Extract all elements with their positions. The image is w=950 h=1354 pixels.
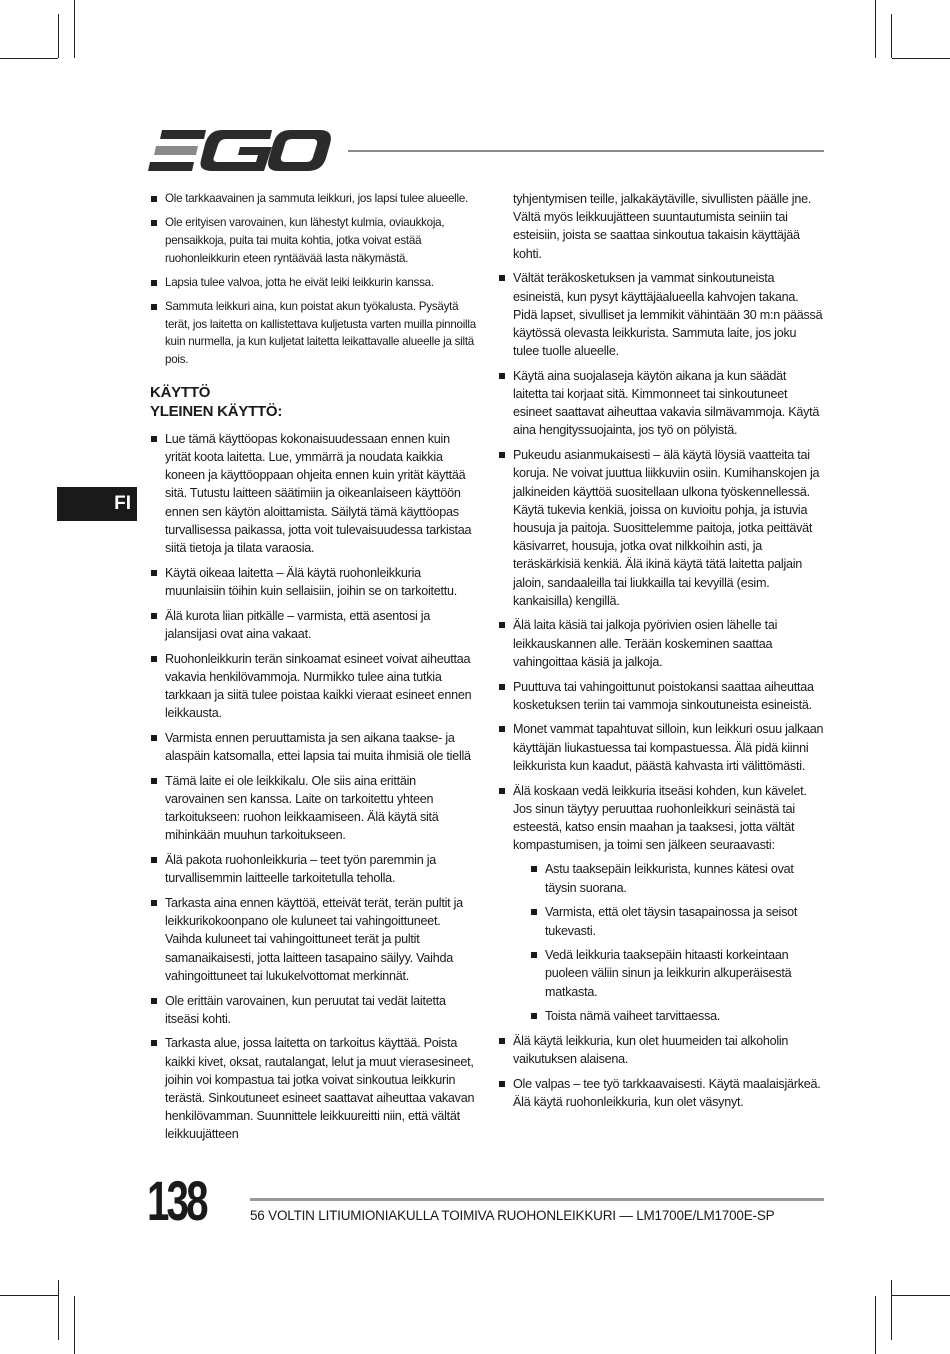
list-item: Ole erityisen varovainen, kun lähestyt kulmia, oviaukkoja, pensaikkoja, puita tai muita kohtia, jotka voivat estää ruohonleikkurin eteen ryntäävää lasta näkymästä. bbox=[150, 214, 476, 267]
sub-list-item: Toista nämä vaiheet tarvittaessa. bbox=[513, 1007, 824, 1025]
sub-list-item: Varmista, että olet täysin tasapainossa ja seisot tukevasti. bbox=[513, 903, 824, 939]
list-item: Varmista ennen peruuttamista ja sen aikana taakse- ja alaspäin katsomalla, ettei lapsia tai muita ihmisiä ole tiellä bbox=[150, 729, 476, 765]
list-item: Ole erittäin varovainen, kun peruutat tai vedät laitetta itseäsi kohti. bbox=[150, 992, 476, 1028]
crop-mark bbox=[74, 1296, 75, 1354]
list-item: Lapsia tulee valvoa, jotta he eivät leiki leikkurin kanssa. bbox=[150, 274, 476, 292]
crop-mark bbox=[0, 58, 58, 59]
section-subtitle: YLEINEN KÄYTTÖ: bbox=[150, 402, 283, 420]
crop-mark bbox=[892, 58, 950, 59]
crop-mark bbox=[891, 1280, 892, 1340]
list-item: Tarkasta alue, jossa laitetta on tarkoitus käyttää. Poista kaikki kivet, oksat, rautalangat, lelut ja muut vierasesineet, joihin voi kompastua tai jotka voivat sinkoutua leikkurin terästä. Sinkoutuneet esineet saattavat aiheuttaa vakavan henkilövamman. Suunnittele leikkuureitti niin, että vältät leikkuujätteen bbox=[150, 1034, 476, 1143]
list-item: Älä pakota ruohonleikkuria – teet työn paremmin ja turvallisemmin laitteelle tarkoitetulla teholla. bbox=[150, 851, 476, 887]
sub-list bbox=[513, 860, 824, 1025]
list-item: Tarkasta aina ennen käyttöä, etteivät terät, terän pultit ja leikkurikokoonpano ole kuluneet tai vahingoittuneet. Vaihda kuluneet tai vahingoittuneet terät ja pultit samanaikaisesti, jotta laitteen tasapaino säilyy. Vaihda vahingoittuneet tai lukukelvottomat merkinnät. bbox=[150, 894, 476, 985]
list-item: Älä laita käsiä tai jalkoja pyörivien osien lähelle tai leikkauskannen alle. Terään koskeminen saattaa vahingoittaa käsiä ja jalkoja. bbox=[498, 616, 824, 671]
safety-list-top bbox=[150, 190, 476, 369]
usage-list-continued bbox=[498, 190, 824, 1111]
list-item: Älä käytä leikkuria, kun olet huumeiden tai alkoholin vaikutuksen alaisena. bbox=[498, 1032, 824, 1068]
list-item: Sammuta leikkuri aina, kun poistat akun työkalusta. Pysäytä terät, jos laitetta on kallistettava kuljetusta varten muilla pinnoilla kuin nurmella, ja kun kuljetat laitetta leikattavalle alueelle ja siltä pois. bbox=[150, 298, 476, 369]
list-item: Lue tämä käyttöopas kokonaisuudessaan ennen kuin yrität koota laitetta. Lue, ymmärrä ja noudata kaikkia koneen ja käyttöoppaan ohjeita ennen kuin yrität käyttää sitä. Tutustu laitteen säätimiin ja oikeanlaiseen käyttöön ennen sen käytön aloittamista. Säilytä tämä käyttöopas turvallisessa paikassa, jotta voit tulevaisuudessa tarkistaa siitä tietoja ja tilata varaosia. bbox=[150, 430, 476, 557]
crop-mark bbox=[891, 14, 892, 58]
page-number: 138 bbox=[147, 1169, 206, 1232]
crop-mark bbox=[875, 1296, 876, 1354]
list-item: Älä kurota liian pitkälle – varmista, että asentosi ja jalansijasi ovat aina vakaat. bbox=[150, 607, 476, 643]
list-item: Monet vammat tapahtuvat silloin, kun leikkuri osuu jalkaan käyttäjän liukastuessa tai kompastuessa. Älä pidä kiinni leikkurista kun kaadut, päästä kahvasta irti välittömästi. bbox=[498, 720, 824, 775]
left-column bbox=[150, 190, 476, 1150]
crop-mark bbox=[0, 1295, 58, 1296]
section-heading bbox=[150, 383, 476, 421]
list-item-continuation: tyhjentymisen teille, jalkakäytäville, sivullisten päälle jne. Vältä myös leikkuujätteen suuntautumista seiniin tai esteisiin, joista se saattaa sinkoutua takaisin käyttäjää kohti. bbox=[513, 192, 812, 261]
footer-title: 56 VOLTIN LITIUMIONIAKULLA TOIMIVA RUOHONLEIKKURI — LM1700E/LM1700E-SP bbox=[250, 1208, 775, 1223]
header-rule bbox=[348, 150, 824, 152]
list-item: Tämä laite ei ole leikkikalu. Ole siis aina erittäin varovainen sen kanssa. Laite on tarkoitettu yhteen tarkoitukseen: ruohon leikkaamiseen. Älä käytä sitä mihinkään muuhun tarkoitukseen. bbox=[150, 772, 476, 845]
language-tab bbox=[57, 487, 137, 521]
footer-rule bbox=[250, 1198, 824, 1201]
sub-list-item: Astu taaksepäin leikkurista, kunnes kätesi ovat täysin suorana. bbox=[513, 860, 824, 896]
list-item: Ruohonleikkurin terän sinkoamat esineet voivat aiheuttaa vakavia henkilövammoja. Nurmikko tulee aina tutkia tarkkaan ja siitä tulee poistaa kaikki vieraat esineet ennen leikkausta. bbox=[150, 650, 476, 723]
ego-logo bbox=[148, 130, 332, 172]
list-item: Ole valpas – tee työ tarkkaavaisesti. Käytä maalaisjärkeä. Älä käytä ruohonleikkuria, kun olet väsynyt. bbox=[498, 1075, 824, 1111]
crop-mark bbox=[892, 1295, 950, 1296]
list-item-text: Älä koskaan vedä leikkuria itseäsi kohden, kun kävelet. Jos sinun täytyy peruuttaa ruohonleikkuri seinästä tai esteestä, katso ensin maahan ja taaksesi, jotta vältät kompastumisen, ja toimi sen jälkeen seuraavasti: bbox=[513, 783, 807, 853]
list-item: Käytä oikeaa laitetta – Älä käytä ruohonleikkuria muunlaisiin töihin kuin sellaisiin, joihin se on tarkoitettu. bbox=[150, 564, 476, 600]
list-item bbox=[498, 782, 824, 1026]
list-item: Käytä aina suojalaseja käytön aikana ja kun säädät laitetta tai korjaat sitä. Kimmonneet tai sinkoutuneet esineet saattavat aiheuttaa vakavia silmävammoja. Käytä aina hengityssuojainta, jos työ on pölyistä. bbox=[498, 367, 824, 440]
language-code: FI bbox=[114, 493, 131, 514]
crop-mark bbox=[74, 0, 75, 58]
sub-list-item: Vedä leikkuria taaksepäin hitaasti korkeintaan puoleen väliin sinun ja leikkurin alkuperäisestä matkasta. bbox=[513, 946, 824, 1001]
list-item: Pukeudu asianmukaisesti – älä käytä löysiä vaatteita tai koruja. Ne voivat juuttua liikkuviin osiin. Kumihanskojen ja jalkineiden käyttöä suositellaan ulkona työskennellessä. Käytä tukevia kenkiä, joissa on kuvioitu pohja, ja istuvia housuja ja paitoja. Suosittelemme paitoja, jotka peittävät käsivarret, housuja, jotka ovat nilkkoihin asti, ja teräskärkisiä kenkiä. Älä ikinä käytä tätä laitetta paljain jaloin, sandaaleilla tai liukkailla tai kevyillä (esim. kankaisilla) kengillä. bbox=[498, 446, 824, 610]
right-column bbox=[498, 190, 824, 1118]
crop-mark bbox=[875, 0, 876, 58]
list-item: Vältät teräkosketuksen ja vammat sinkoutuneista esineistä, kun pysyt käyttäjäalueella kahvojen takana. Pidä lapset, sivulliset ja lemmikit vähintään 30 m:n päässä käytössä olevasta leikkurista. Sammuta laite, jos joku tulee tuolle alueelle. bbox=[498, 269, 824, 360]
usage-list bbox=[150, 430, 476, 1144]
crop-mark bbox=[58, 14, 59, 58]
list-item: Ole tarkkaavainen ja sammuta leikkuri, jos lapsi tulee alueelle. bbox=[150, 190, 476, 208]
list-item: Puuttuva tai vahingoittunut poistokansi saattaa aiheuttaa kosketuksen teriin tai vammoja sinkoutuneista esineistä. bbox=[498, 678, 824, 714]
section-title: KÄYTTÖ bbox=[150, 383, 211, 401]
crop-mark bbox=[58, 1280, 59, 1340]
